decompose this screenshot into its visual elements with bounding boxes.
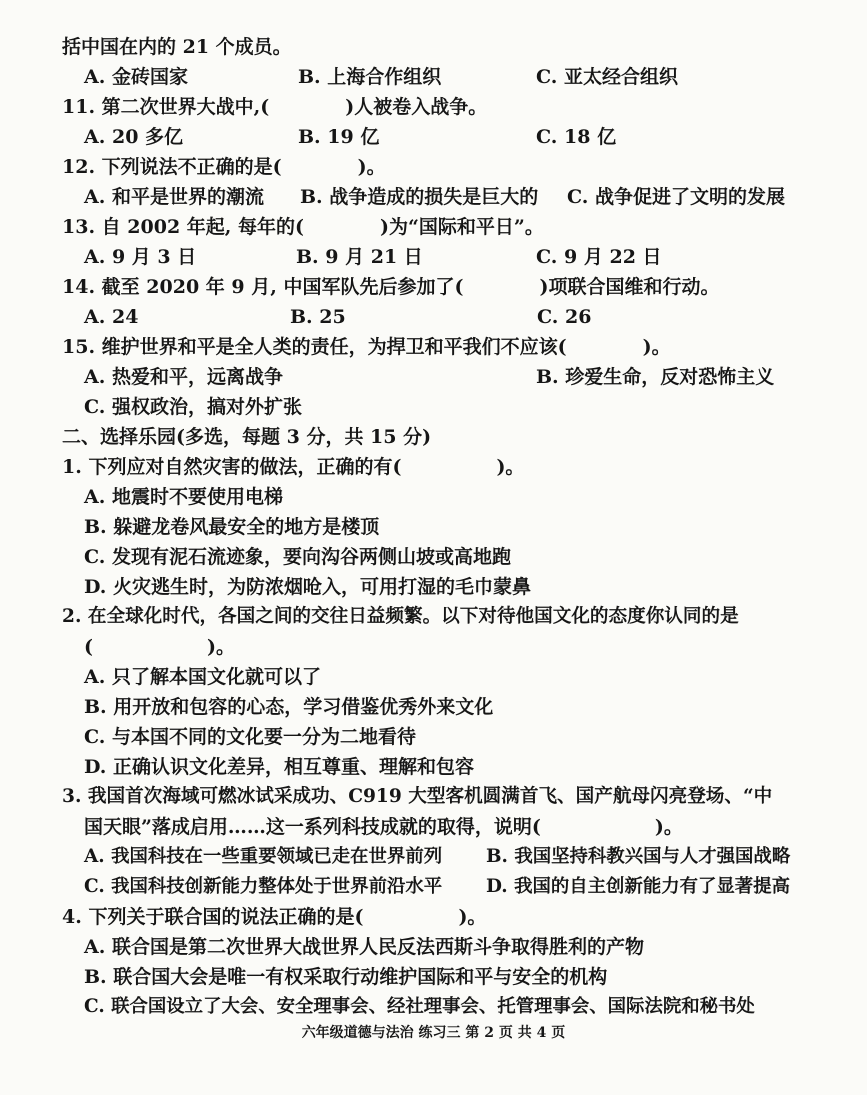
option-a: A. 热爱和平，远离战争 <box>84 366 283 388</box>
option-b: B. 25 <box>290 306 346 328</box>
multi-question-1-option-a: A. 地震时不要使用电梯 <box>84 486 283 508</box>
question-11-options <box>0 124 867 154</box>
question-12-stem: 12. 下列说法不正确的是( )。 <box>62 156 386 178</box>
multi-question-1-option-b: B. 躲避龙卷风最安全的地方是楼顶 <box>84 516 380 538</box>
multi-question-2-option-c: C. 与本国不同的文化要一分为二地看待 <box>84 726 417 748</box>
page-footer: 六年级道德与法治 练习三 第 2 页 共 4 页 <box>301 1025 566 1041</box>
multi-question-1-stem: 1. 下列应对自然灾害的做法，正确的有( )。 <box>62 456 525 478</box>
option-b: B. 战争造成的损失是巨大的 <box>300 186 539 208</box>
option-c: C. 战争促进了文明的发展 <box>567 186 786 208</box>
section-2-heading: 二、选择乐园(多选，每题 3 分，共 15 分) <box>62 426 432 448</box>
question-15-options <box>0 364 867 394</box>
option-a: A. 我国科技在一些重要领域已走在世界前列 <box>84 846 443 867</box>
multi-question-2-stem: 2. 在全球化时代，各国之间的交往日益频繁。以下对待他国文化的态度你认同的是 <box>62 606 739 627</box>
option-b: B. 上海合作组织 <box>298 66 442 88</box>
multi-question-3-stem: 3. 我国首次海域可燃冰试采成功、C919 大型客机圆满首飞、国产航母闪亮登场、“中 <box>62 786 773 807</box>
question-14-options <box>0 304 867 334</box>
option-a: A. 24 <box>84 306 139 328</box>
option-b: B. 我国坚持科教兴国与人才强国战略 <box>486 846 791 867</box>
multi-question-2-stem-continued: ( )。 <box>84 636 235 658</box>
question-11-stem: 11. 第二次世界大战中,( )人被卷入战争。 <box>62 96 488 118</box>
question-12-options <box>0 184 867 214</box>
option-c: C. 亚太经合组织 <box>536 66 679 88</box>
option-b: B. 19 亿 <box>298 126 380 148</box>
option-d: D. 我国的自主创新能力有了显著提高 <box>486 876 790 897</box>
question-14-stem: 14. 截至 2020 年 9 月, 中国军队先后参加了( )项联合国维和行动。 <box>62 276 720 298</box>
option-c: C. 18 亿 <box>536 126 617 148</box>
multi-question-2-option-b: B. 用开放和包容的心态，学习借鉴优秀外来文化 <box>84 696 494 718</box>
multi-question-2-option-a: A. 只了解本国文化就可以了 <box>84 666 321 688</box>
multi-question-1-option-d: D. 火灾逃生时，为防浓烟呛入，可用打湿的毛巾蒙鼻 <box>84 576 532 598</box>
multi-question-3-stem-continued: 国天眼”落成启用……这一系列科技成就的取得，说明( )。 <box>84 816 683 838</box>
option-c: C. 9 月 22 日 <box>536 246 662 268</box>
option-a: A. 20 多亿 <box>84 126 184 148</box>
multi-question-3-options-ab <box>0 844 867 874</box>
option-a: A. 9 月 3 日 <box>84 246 197 268</box>
multi-question-4-option-c: C. 联合国设立了大会、安全理事会、经社理事会、托管理事会、国际法院和秘书处 <box>84 996 755 1017</box>
question-15-stem: 15. 维护世界和平是全人类的责任，为捍卫和平我们不应该( )。 <box>62 336 671 358</box>
option-b: B. 9 月 21 日 <box>296 246 423 268</box>
option-a: A. 金砖国家 <box>84 66 188 88</box>
multi-question-2-option-d: D. 正确认识文化差异，相互尊重、理解和包容 <box>84 756 475 778</box>
question-10-options <box>0 64 867 94</box>
question-15-option-c: C. 强权政治，搞对外扩张 <box>84 396 303 418</box>
option-b: B. 珍爱生命，反对恐怖主义 <box>536 366 775 388</box>
option-c: C. 26 <box>537 306 592 328</box>
multi-question-3-options-cd <box>0 874 867 904</box>
option-a: A. 和平是世界的潮流 <box>84 186 264 208</box>
option-c: C. 我国科技创新能力整体处于世界前沿水平 <box>84 876 443 897</box>
question-13-stem: 13. 自 2002 年起, 每年的( )为“国际和平日”。 <box>62 216 544 238</box>
question-13-options <box>0 244 867 274</box>
multi-question-4-option-a: A. 联合国是第二次世界大战世界人民反法西斯斗争取得胜利的产物 <box>84 936 644 958</box>
multi-question-1-option-c: C. 发现有泥石流迹象，要向沟谷两侧山坡或高地跑 <box>84 546 512 568</box>
multi-question-4-option-b: B. 联合国大会是唯一有权采取行动维护国际和平与安全的机构 <box>84 966 608 988</box>
multi-question-4-stem: 4. 下列关于联合国的说法正确的是( )。 <box>62 906 487 928</box>
question-10-stem-tail: 括中国在内的 21 个成员。 <box>62 36 292 58</box>
